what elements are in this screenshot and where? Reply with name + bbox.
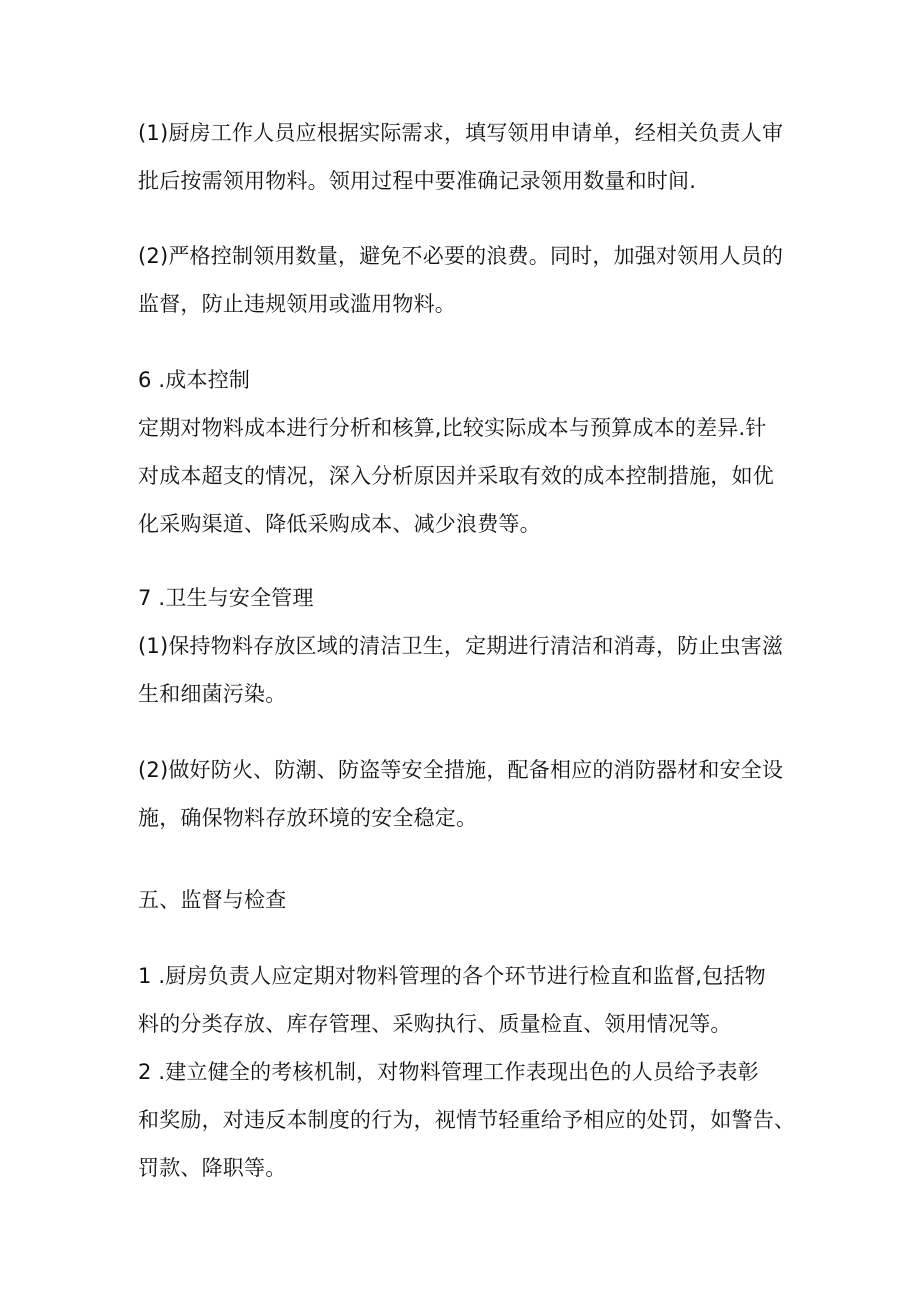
section-heading: 7 .卫生与安全管理 (138, 586, 314, 610)
paragraph-line: (2)做好防火、防潮、防盗等安全措施，配备相应的消防器材和安全设 (138, 758, 784, 782)
section-heading: 6 .成本控制 (138, 368, 251, 392)
paragraph-line: (1)保持物料存放区域的清洁卫生，定期进行清洁和消毒，防止虫害滋 (138, 634, 784, 658)
paragraph-line: (1)厨房工作人员应根据实际需求，填写领用申请单，经相关负责人审 (138, 121, 784, 145)
paragraph-line: 生和细菌污染。 (138, 682, 287, 706)
paragraph-line: 和奖励，对违反本制度的行为，视情节轻重给予相应的处罚，如警告、 (138, 1108, 796, 1132)
paragraph-line: 2 .建立健全的考核机制，对物料管理工作表现出色的人员给予表彰 (138, 1060, 759, 1084)
paragraph-line: 施，确保物料存放环境的安全稳定。 (138, 806, 478, 830)
paragraph-line: 批后按需领用物料。领用过程中要准确记录领用数量和时间. (138, 169, 697, 193)
paragraph-line: 对成本超支的情况，深入分析原因并采取有效的成本控制措施，如优 (138, 464, 774, 488)
paragraph-line: 料的分类存放、库存管理、采购执行、质量检直、领用情况等。 (138, 1012, 732, 1036)
section-heading: 五、监督与检查 (138, 888, 287, 912)
paragraph-line: (2)严格控制领用数量，避免不必要的浪费。同时，加强对领用人员的 (138, 244, 784, 268)
paragraph-line: 罚款、降职等。 (138, 1156, 287, 1180)
paragraph-line: 化采购渠道、降低采购成本、减少浪费等。 (138, 512, 541, 536)
paragraph-line: 监督，防止违规领用或滥用物料。 (138, 292, 456, 316)
paragraph-line: 定期对物料成本进行分析和核算,比较实际成本与预算成本的差异.针 (138, 416, 767, 440)
paragraph-line: 1 .厨房负责人应定期对物料管理的各个环节进行检直和监督,包括物 (138, 964, 766, 988)
